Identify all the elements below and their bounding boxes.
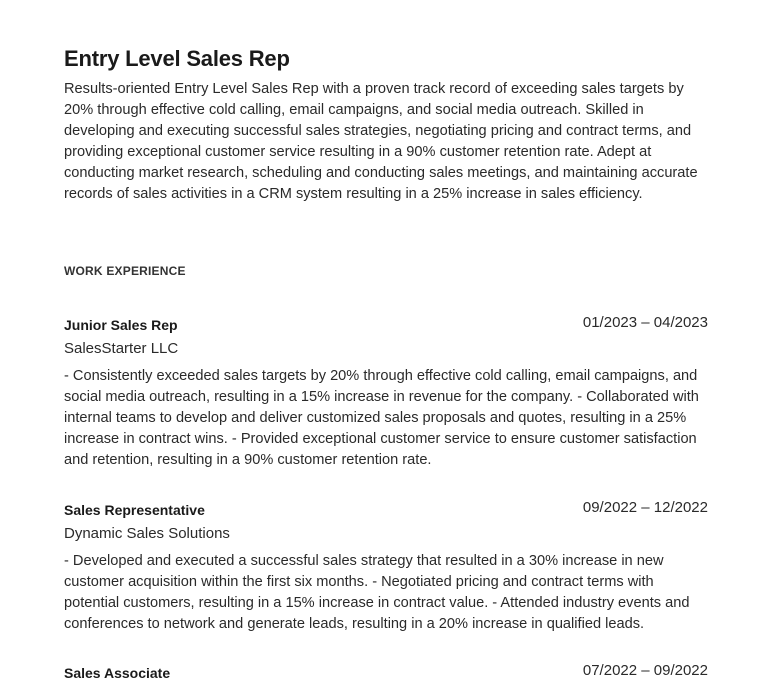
job-title: Sales Representative: [64, 502, 205, 518]
job-description: - Developed and executed a successful sales strategy that resulted in a 30% increase in new customer acquisition within the first six months. - Negotiated pricing and contract terms with potential customers, resulting in a 15% increase in contract value. - Attended industry events and conferences to network and generate leads, resulting in a 20% increase in qualified leads.: [64, 553, 690, 632]
job-dates: 07/2022 – 09/2022: [582, 662, 708, 679]
job-dates: 01/2023 – 04/2023: [582, 314, 708, 331]
job-company: SalesStarter LLC: [64, 340, 179, 357]
job-dates: 09/2022 – 12/2022: [582, 499, 708, 516]
job-entry-junior-sales-rep: [64, 314, 710, 471]
job-entry-sales-associate: [64, 662, 710, 687]
job-title: Sales Associate: [64, 665, 171, 681]
job-title: Junior Sales Rep: [64, 317, 178, 333]
job-description: - Consistently exceeded sales targets by 20% through effective cold calling, email campaigns, and social media outreach, resulting in a 15% increase in revenue for the company. - Collaborated with internal teams to develop and deliver customized sales proposals and quotes, resulting in a 25% increase in contract wins. - Provided exceptional customer service to ensure customer satisfaction and retention, resulting in a 90% customer retention rate.: [64, 368, 699, 468]
resume-title: Entry Level Sales Rep: [64, 46, 290, 71]
job-company: Dynamic Sales Solutions: [64, 525, 230, 542]
resume-summary: Results-oriented Entry Level Sales Rep with a proven track record of exceeding sales targets by 20% through effective cold calling, email campaigns, and social media outreach. Skilled in developing and executing successful sales strategies, negotiating pricing and contract terms, and providing exceptional customer service resulting in a 90% customer retention rate. Adept at conducting market research, scheduling and conducting sales meetings, and maintaining accurate records of sales activities in a CRM system resulting in a 25% increase in sales efficiency.: [64, 81, 698, 202]
job-entry-sales-representative: [64, 499, 710, 635]
work-experience-heading: WORK EXPERIENCE: [64, 264, 186, 278]
